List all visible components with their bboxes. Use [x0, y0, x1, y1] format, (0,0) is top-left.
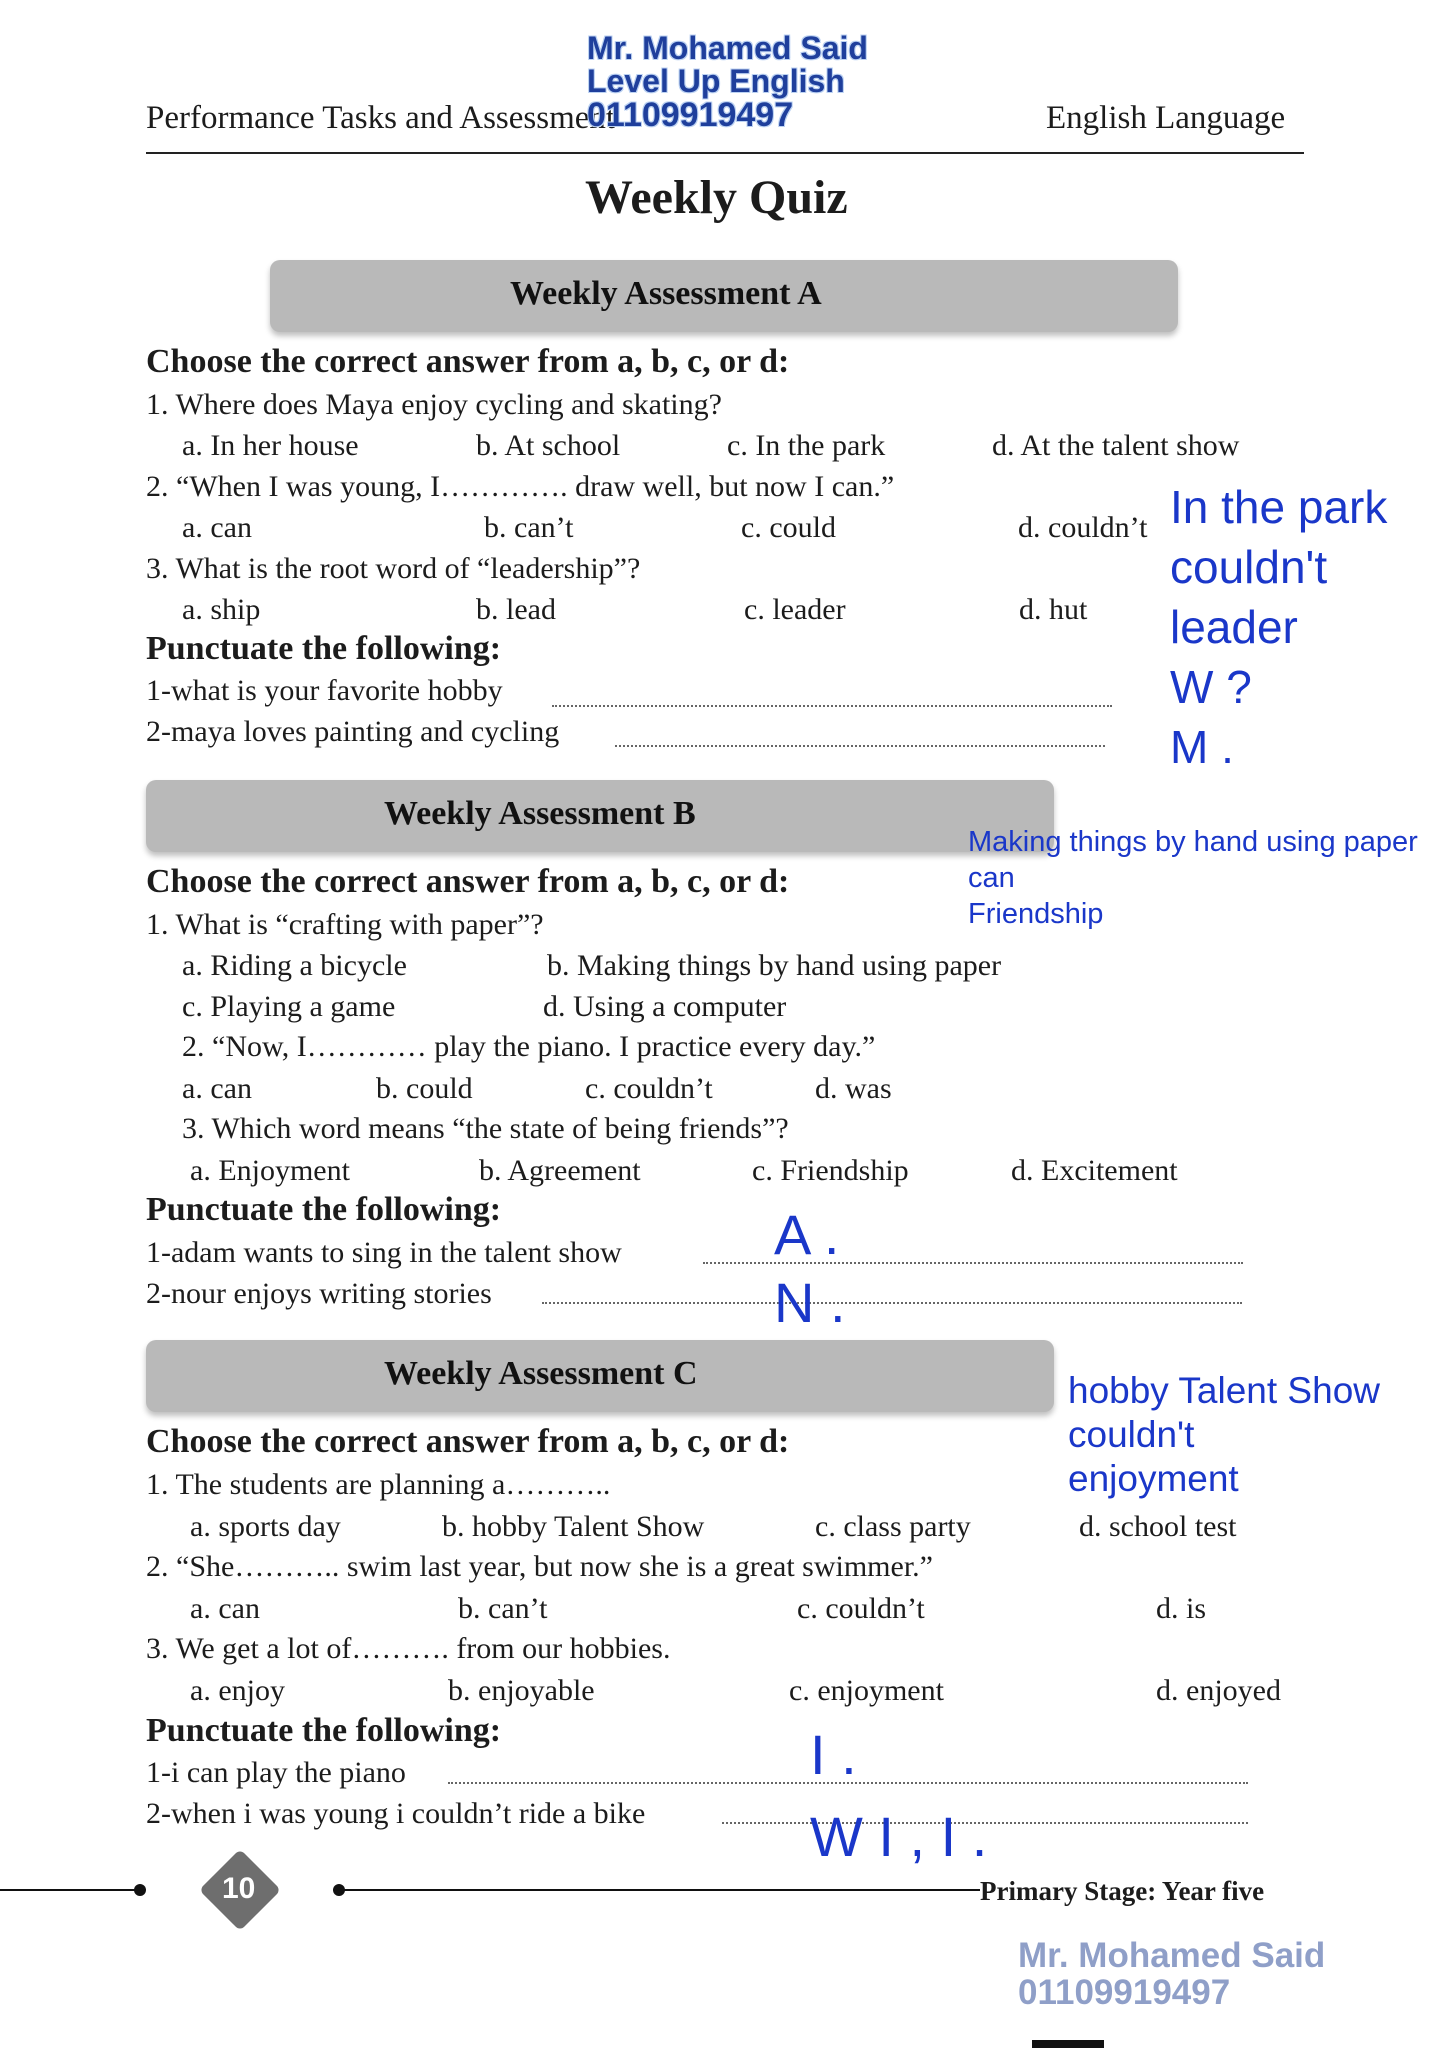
answer-c2: couldn't: [1068, 1414, 1195, 1455]
option-b2-d: d. was: [815, 1072, 892, 1105]
watermark-name-bottom: Mr. Mohamed Said: [1018, 1936, 1326, 1975]
option-a1-d: d. At the talent show: [992, 429, 1240, 462]
section-title-c: Weekly Assessment C: [384, 1355, 698, 1392]
option-b3-a: a. Enjoyment: [190, 1154, 350, 1187]
option-c2-a: a. can: [190, 1592, 260, 1625]
option-b2-a: a. can: [182, 1072, 252, 1105]
question-a3: 3. What is the root word of “leadership”?: [146, 552, 641, 585]
option-a3-a: a. ship: [182, 593, 261, 626]
answer-a2: couldn't: [1170, 541, 1328, 593]
header-right: English Language: [1046, 100, 1286, 136]
punctuate-a2: 2-maya loves painting and cycling: [146, 715, 560, 748]
answer-b1: Making things by hand using paper: [968, 826, 1418, 858]
option-a3-d: d. hut: [1019, 593, 1088, 626]
option-a1-c: c. In the park: [727, 429, 886, 462]
footer-stage: Primary Stage: Year five: [980, 1876, 1265, 1906]
question-c3: 3. We get a lot of………. from our hobbies.: [146, 1632, 671, 1665]
option-b2-b: b. could: [376, 1072, 473, 1105]
answer-line-a2: [615, 745, 1105, 747]
instruction-a: Choose the correct answer from a, b, c, or d:: [146, 343, 790, 380]
watermark-phone-top: 01109919497: [587, 96, 794, 134]
option-c2-d: d. is: [1156, 1592, 1207, 1625]
question-b3: 3. Which word means “the state of being friends”?: [182, 1112, 789, 1145]
option-a1-a: a. In her house: [182, 429, 359, 462]
footer-line-left: [0, 1889, 140, 1891]
option-c3-d: d. enjoyed: [1156, 1674, 1281, 1707]
section-band-a: [270, 260, 1178, 332]
answer-line-a1: [552, 705, 1112, 707]
option-c3-b: b. enjoyable: [448, 1674, 595, 1707]
option-b1-d: d. Using a computer: [543, 990, 787, 1023]
option-a3-c: c. leader: [744, 593, 846, 626]
section-band-c: [146, 1340, 1054, 1412]
punctuate-heading-a: Punctuate the following:: [146, 630, 502, 667]
option-c2-c: c. couldn’t: [797, 1592, 925, 1625]
header-left: Performance Tasks and Assessment: [146, 100, 616, 136]
option-a2-a: a. can: [182, 511, 252, 544]
footer-line-right: [340, 1889, 980, 1891]
question-a2: 2. “When I was young, I…………. draw well, but now I can.”: [146, 470, 895, 503]
punct-answer-c2: W I , I .: [810, 1805, 988, 1868]
option-c3-a: a. enjoy: [190, 1674, 285, 1707]
punct-answer-b2: N .: [774, 1271, 846, 1334]
answer-a3: leader: [1170, 601, 1298, 653]
question-c2: 2. “She……….. swim last year, but now she is a great swimmer.”: [146, 1550, 933, 1583]
option-a2-b: b. can’t: [484, 511, 574, 544]
page-number: 10: [222, 1872, 256, 1905]
option-a2-d: d. couldn’t: [1018, 511, 1148, 544]
option-b3-b: b. Agreement: [479, 1154, 641, 1187]
option-a3-b: b. lead: [476, 593, 556, 626]
option-c1-b: b. hobby Talent Show: [442, 1510, 705, 1543]
answer-b3: Friendship: [968, 898, 1104, 930]
punctuate-b2: 2-nour enjoys writing stories: [146, 1277, 492, 1310]
option-b1-a: a. Riding a bicycle: [182, 949, 407, 982]
punctuate-heading-b: Punctuate the following:: [146, 1191, 502, 1228]
option-c1-c: c. class party: [815, 1510, 971, 1543]
question-b2: 2. “Now, I………… play the piano. I practice every day.”: [182, 1030, 876, 1063]
page-title: Weekly Quiz: [585, 171, 848, 224]
punctuate-heading-c: Punctuate the following:: [146, 1712, 502, 1749]
option-c3-c: c. enjoyment: [789, 1674, 944, 1707]
option-b1-b: b. Making things by hand using paper: [547, 949, 1002, 982]
section-band-b: [146, 780, 1054, 852]
punct-answer-c1: I .: [810, 1723, 857, 1786]
option-c1-a: a. sports day: [190, 1510, 341, 1543]
section-title-b: Weekly Assessment B: [384, 795, 696, 832]
answer-c1: hobby Talent Show: [1068, 1370, 1380, 1411]
question-c1: 1. The students are planning a………..: [146, 1468, 611, 1501]
option-b1-c: c. Playing a game: [182, 990, 396, 1023]
section-title-a: Weekly Assessment A: [510, 275, 822, 312]
instruction-c: Choose the correct answer from a, b, c, or d:: [146, 1423, 790, 1460]
option-c1-d: d. school test: [1079, 1510, 1237, 1543]
option-b2-c: c. couldn’t: [585, 1072, 713, 1105]
punctuate-c1: 1-i can play the piano: [146, 1756, 406, 1789]
punct-answer-a2: M .: [1170, 721, 1234, 773]
answer-a1: In the park: [1170, 481, 1388, 533]
answer-c3: enjoyment: [1068, 1458, 1239, 1499]
answer-line-b2: [542, 1302, 1242, 1304]
punct-answer-a1: W ?: [1170, 661, 1252, 713]
option-c2-b: b. can’t: [458, 1592, 548, 1625]
punct-answer-b1: A .: [774, 1203, 840, 1266]
option-a1-b: b. At school: [476, 429, 621, 462]
instruction-b: Choose the correct answer from a, b, c, or d:: [146, 863, 790, 900]
footer-dot-left: [134, 1884, 146, 1896]
question-b1: 1. What is “crafting with paper”?: [146, 908, 544, 941]
punctuate-b1: 1-adam wants to sing in the talent show: [146, 1236, 622, 1269]
answer-b2: can: [968, 862, 1015, 894]
watermark-phone-bottom: 01109919497: [1018, 1973, 1231, 2012]
watermark-name-top: Mr. Mohamed Said: [587, 30, 868, 66]
punctuate-a1: 1-what is your favorite hobby: [146, 674, 503, 707]
bottom-edge-bar: [1032, 2040, 1104, 2048]
option-b3-d: d. Excitement: [1011, 1154, 1178, 1187]
punctuate-c2: 2-when i was young i couldn’t ride a bike: [146, 1797, 646, 1830]
watermark-tagline: Level Up English: [587, 63, 845, 99]
option-b3-c: c. Friendship: [752, 1154, 909, 1187]
option-a2-c: c. could: [741, 511, 836, 544]
header-rule: [146, 152, 1304, 154]
question-a1: 1. Where does Maya enjoy cycling and skating?: [146, 388, 722, 421]
